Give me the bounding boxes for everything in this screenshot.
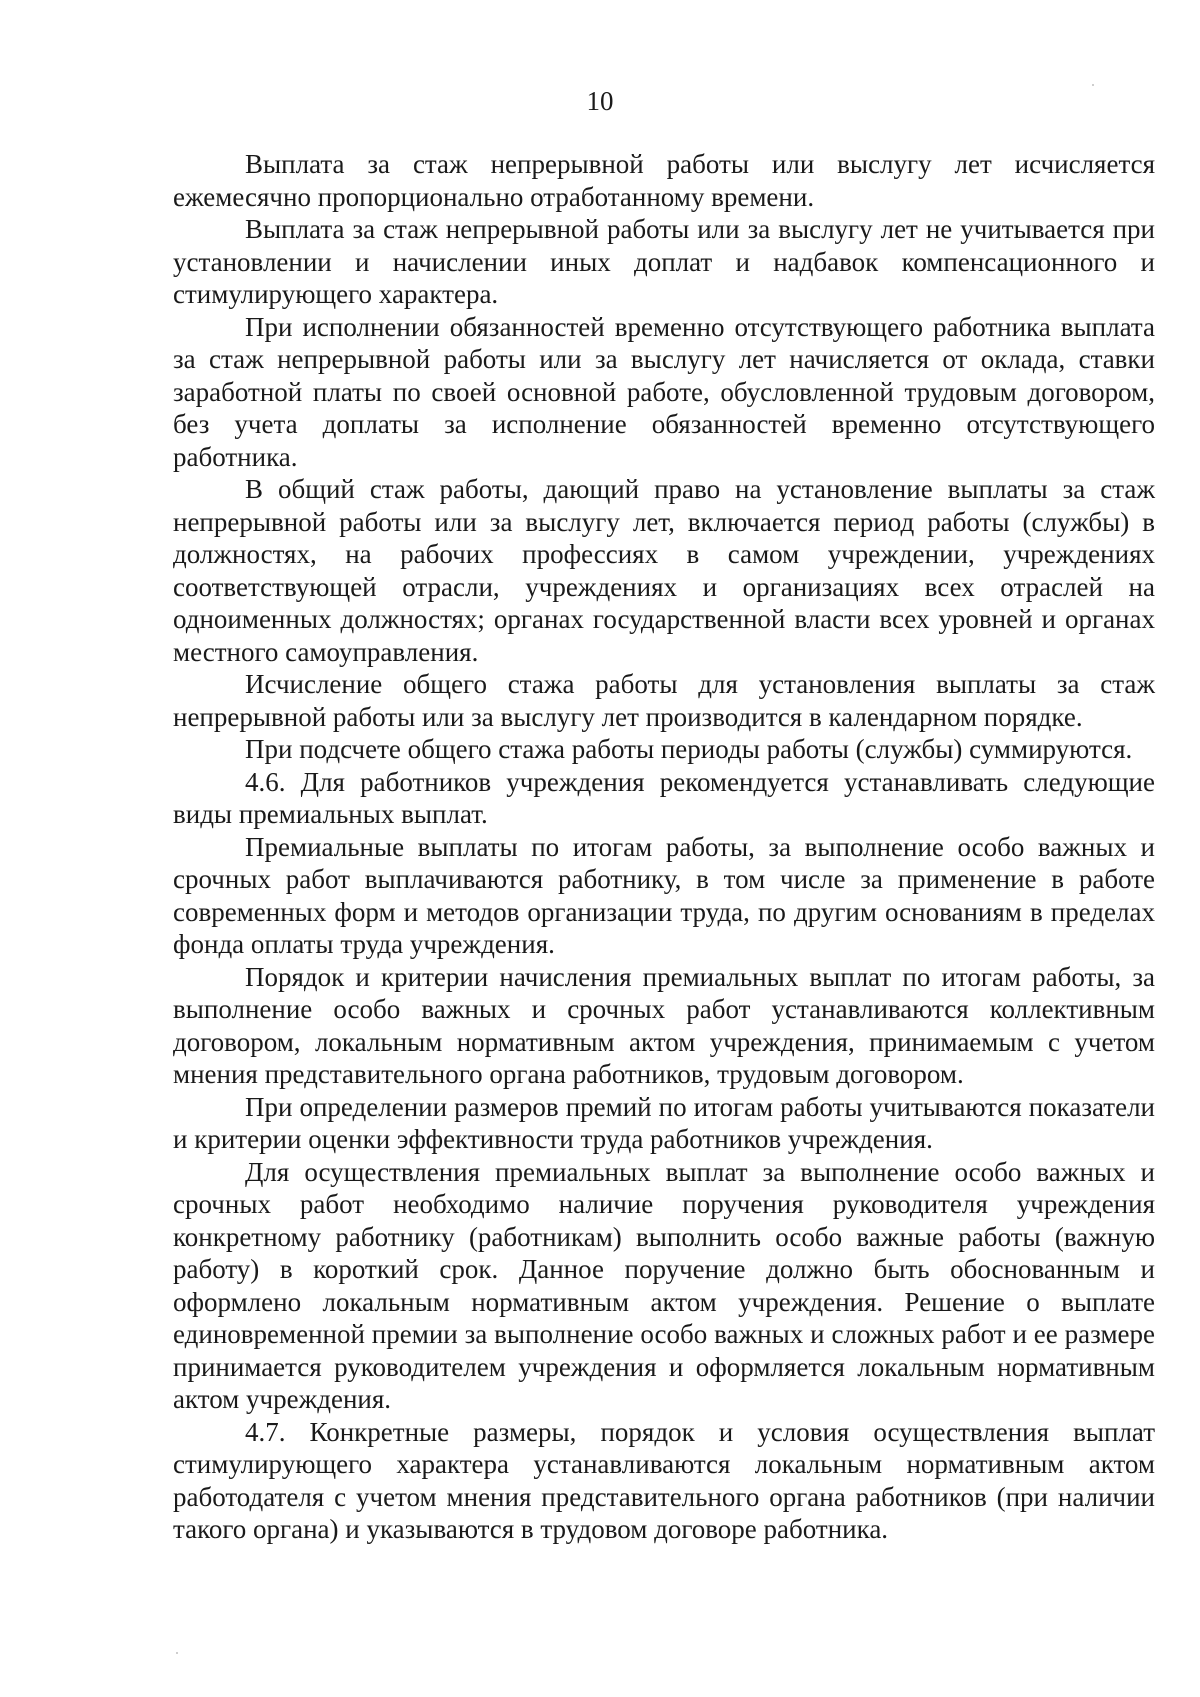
paragraph-urgent-work-bonus: Для осуществления премиальных выплат за выполнение особо важных и срочных работ необходимо наличие поручения руководителя учреждения конкретному работнику (работникам) выполнить особо важные работы (важную работу) в короткий срок. Данное поручение должно быть обоснованным и оформлено локальным нормативным актом учреждения. Решение о выплате единовременной премии за выполнение особо важных и сложных работ и ее размере принимается руководителем учреждения и оформляется локальным нормативным актом учреждения.: [173, 1156, 1155, 1414]
scan-speck: [1092, 84, 1094, 86]
scan-speck: [176, 1652, 178, 1654]
paragraph-temporary-duties: При исполнении обязанностей временно отсутствующего работника выплата за стаж непрерывной работы или за выслугу лет начисляется от оклада, ставки заработной платы по своей основной работе, обусловленной трудовым договором, без учета доплаты за исполнение обязанностей временно отсутствующего работника.: [173, 311, 1155, 472]
paragraph-bonus-criteria: Порядок и критерии начисления премиальных выплат по итогам работы, за выполнение особо важных и срочных работ устанавливаются коллективным договором, локальным нормативным актом учреждения, принимаемым с учетом мнения представительного органа работников, трудовым договором.: [173, 961, 1155, 1089]
paragraph-periods-summed: При подсчете общего стажа работы периоды работы (службы) суммируются.: [245, 734, 1133, 764]
paragraph-bonus-payments: Премиальные выплаты по итогам работы, за выполнение особо важных и срочных работ выплачиваются работнику, в том числе за применение в работе современных форм и методов организации труда, по другим основаниям в пределах фонда оплаты труда учреждения.: [173, 831, 1155, 959]
paragraph-seniority-not-counted: Выплата за стаж непрерывной работы или за выслугу лет не учитывается при установлении и начислении иных доплат и надбавок компенсационного и стимулирующего характера.: [173, 214, 1155, 309]
document-body: [173, 148, 1155, 1546]
paragraph-total-service: В общий стаж работы, дающий право на установление выплаты за стаж непрерывной работы или за выслугу лет, включается период работы (службы) в должностях, на рабочих профессиях в самом учреждении, учреждениях соответствующей отрасли, учреждениях и организациях всех отраслей на одноименных должностях; органах государственной власти всех уровней и органах местного самоуправления.: [173, 474, 1155, 667]
paragraph-calendar-order: Исчисление общего стажа работы для установления выплаты за стаж непрерывной работы или за выслугу лет производится в календарном порядке.: [173, 669, 1155, 732]
paragraph-section-4-6: 4.6. Для работников учреждения рекомендуется устанавливать следующие виды премиальных выплат.: [173, 766, 1155, 829]
page-number: 10: [586, 86, 614, 116]
paragraph-seniority-monthly: Выплата за стаж непрерывной работы или выслугу лет исчисляется ежемесячно пропорционально отработанному времени.: [173, 149, 1155, 212]
paragraph-bonus-indicators: При определении размеров премий по итогам работы учитываются показатели и критерии оценки эффективности труда работников учреждения.: [173, 1091, 1155, 1154]
paragraph-section-4-7: 4.7. Конкретные размеры, порядок и условия осуществления выплат стимулирующего характера устанавливаются локальным нормативным актом работодателя с учетом мнения представительного органа работников (при наличии такого органа) и указываются в трудовом договоре работника.: [173, 1416, 1155, 1544]
